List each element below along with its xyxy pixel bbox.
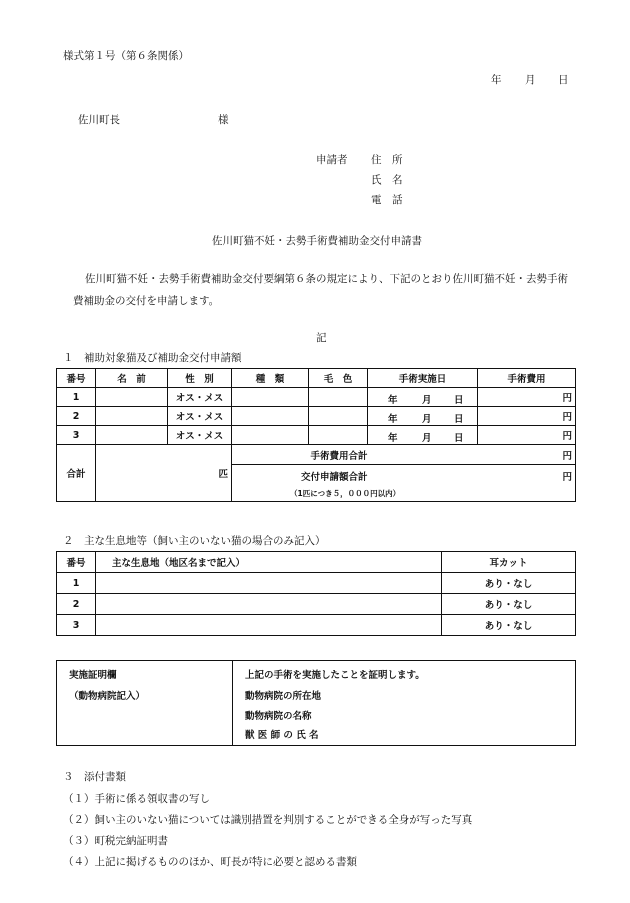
table-header-row: [57, 552, 576, 573]
table-row: [57, 426, 576, 445]
col-header-surgery-date: 手術実施日: [368, 369, 478, 388]
attachment-item: （３）町税完納証明書: [63, 835, 168, 847]
coat-color-field[interactable]: [309, 388, 368, 407]
ki-mark: 記: [316, 332, 327, 344]
year-unit: 年: [388, 414, 398, 425]
coat-color-field[interactable]: [309, 407, 368, 426]
section3-heading: ３ 添付書類: [63, 771, 126, 783]
col-header-breed: 種 類: [232, 369, 309, 388]
certification-label: 実施証明欄: [69, 670, 117, 681]
table-row: [57, 615, 576, 636]
vet-name-label[interactable]: 獣 医 師 の 氏 名: [245, 730, 319, 741]
breed-field[interactable]: [232, 407, 309, 426]
habitat-table: [56, 551, 576, 636]
col-header-number: 番号: [57, 369, 96, 388]
row-number: 2: [57, 407, 96, 426]
hospital-name-label[interactable]: 動物病院の名称: [245, 711, 312, 722]
col-header-ear-cut: 耳カット: [442, 552, 576, 573]
date-year-label: 年: [491, 74, 502, 86]
document-title: 佐川町猫不妊・去勢手術費補助金交付申請書: [212, 235, 422, 247]
cat-name-field[interactable]: [96, 388, 168, 407]
surgery-date-field[interactable]: [368, 388, 478, 407]
surgery-cost-field[interactable]: 円: [478, 407, 576, 426]
cost-total-field[interactable]: 円: [368, 445, 576, 465]
year-unit: 年: [388, 433, 398, 444]
sex-choice[interactable]: オス・メス: [168, 388, 232, 407]
day-unit: 日: [454, 414, 464, 425]
ear-cut-choice[interactable]: あり・なし: [442, 615, 576, 636]
section2-heading: ２ 主な生息地等（飼い主のいない猫の場合のみ記入）: [63, 535, 326, 547]
grant-total-field[interactable]: 円: [368, 465, 576, 487]
intro-paragraph: 佐川町猫不妊・去勢手術費補助金交付要綱第６条の規定により、下記のとおり佐川町猫不妊・去勢手術費補助金の交付を申請します。: [73, 273, 568, 307]
day-unit: 日: [454, 433, 464, 444]
month-unit: 月: [422, 433, 432, 444]
col-header-coat-color: 毛 色: [309, 369, 368, 388]
date-day-label: 日: [558, 74, 569, 86]
col-header-sex: 性 別: [168, 369, 232, 388]
certification-divider: [232, 661, 233, 745]
total-label: 合計: [57, 445, 96, 502]
attachment-item: （１）手術に係る領収書の写し: [63, 793, 210, 805]
col-header-surgery-cost: 手術費用: [478, 369, 576, 388]
table-row: [57, 388, 576, 407]
name-label: 氏 名: [371, 174, 403, 186]
surgery-date-field[interactable]: [368, 426, 478, 445]
day-unit: 日: [454, 395, 464, 406]
row-number: 3: [57, 615, 96, 636]
total-row: [57, 445, 576, 465]
cat-name-field[interactable]: [96, 407, 168, 426]
col-header-habitat: 主な生息地（地区名まで記入）: [96, 552, 442, 573]
habitat-field[interactable]: [96, 615, 442, 636]
row-number: 1: [57, 388, 96, 407]
grant-total-label: 交付申請額合計: [232, 465, 368, 487]
date-month-label: 月: [525, 74, 536, 86]
col-header-number: 番号: [57, 552, 96, 573]
section1-heading: １ 補助対象猫及び補助金交付申請額: [63, 352, 242, 364]
subsidy-table: [56, 368, 576, 502]
attachment-item: （４）上記に掲げるもののほか、町長が特に必要と認める書類: [63, 856, 357, 868]
habitat-field[interactable]: [96, 573, 442, 594]
certification-statement: 上記の手術を実施したことを証明します。: [245, 670, 425, 681]
grant-limit-note: （1匹につき５，０００円以内）: [232, 486, 576, 501]
form-number: 様式第１号（第６条関係）: [63, 50, 189, 62]
year-unit: 年: [388, 395, 398, 406]
table-row: [57, 573, 576, 594]
sex-choice[interactable]: オス・メス: [168, 407, 232, 426]
surgery-cost-field[interactable]: 円: [478, 388, 576, 407]
month-unit: 月: [422, 414, 432, 425]
addressee: 佐川町長: [78, 114, 120, 126]
breed-field[interactable]: [232, 388, 309, 407]
phone-label: 電 話: [371, 194, 403, 206]
attachment-item: （２）飼い主のいない猫については識別措置を判別することができる全身が写った写真: [63, 814, 473, 826]
table-row: [57, 407, 576, 426]
ear-cut-choice[interactable]: あり・なし: [442, 594, 576, 615]
row-number: 3: [57, 426, 96, 445]
table-header-row: [57, 369, 576, 388]
row-number: 2: [57, 594, 96, 615]
col-header-name: 名 前: [96, 369, 168, 388]
surgery-date-field[interactable]: [368, 407, 478, 426]
certification-sublabel: （動物病院記入）: [69, 691, 146, 702]
certification-box: [56, 660, 576, 746]
applicant-label: 申請者: [316, 154, 348, 166]
surgery-cost-field[interactable]: 円: [478, 426, 576, 445]
cat-name-field[interactable]: [96, 426, 168, 445]
ear-cut-choice[interactable]: あり・なし: [442, 573, 576, 594]
habitat-field[interactable]: [96, 594, 442, 615]
cost-total-label: 手術費用合計: [232, 445, 368, 465]
address-label: 住 所: [371, 154, 403, 166]
total-count-field[interactable]: 匹: [96, 445, 232, 502]
table-row: [57, 594, 576, 615]
hospital-address-label[interactable]: 動物病院の所在地: [245, 691, 322, 702]
sex-choice[interactable]: オス・メス: [168, 426, 232, 445]
breed-field[interactable]: [232, 426, 309, 445]
coat-color-field[interactable]: [309, 426, 368, 445]
row-number: 1: [57, 573, 96, 594]
month-unit: 月: [422, 395, 432, 406]
addressee-honorific: 様: [218, 114, 229, 126]
